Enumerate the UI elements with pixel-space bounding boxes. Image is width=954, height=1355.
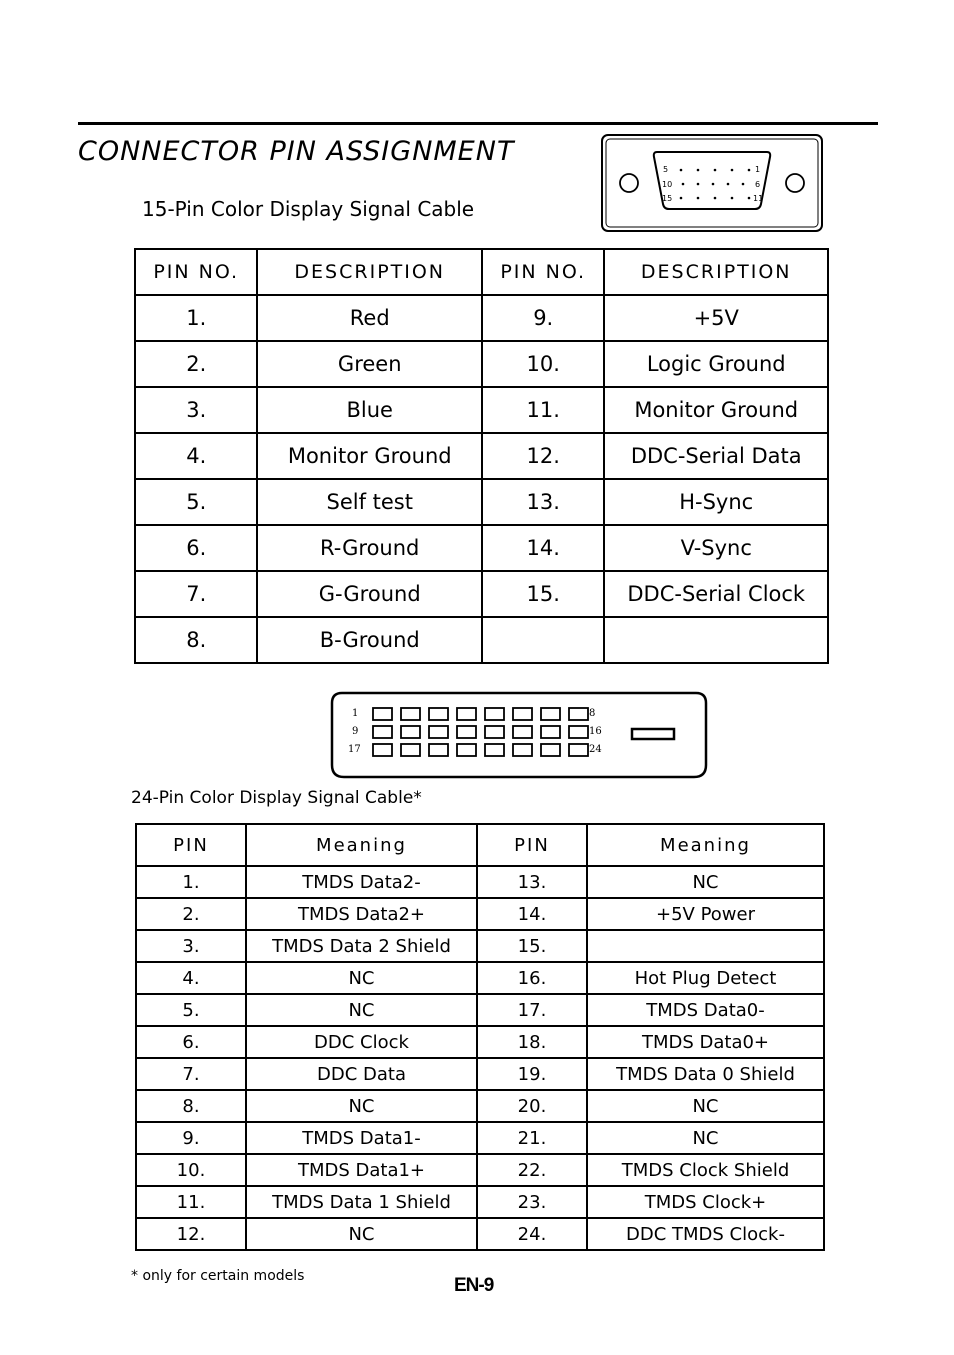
meaning-cell: DDC Clock <box>246 1026 477 1058</box>
pin-cell: 4. <box>136 962 246 994</box>
dvi-pin <box>513 708 532 720</box>
table-row <box>136 1154 824 1186</box>
meaning-cell: TMDS Clock Shield <box>587 1154 824 1186</box>
pin-cell: 2. <box>136 898 246 930</box>
table-row <box>136 1122 824 1154</box>
vga-pin <box>731 197 734 200</box>
dvi-pin <box>513 726 532 738</box>
dvi-pin <box>373 726 392 738</box>
dvi-header-row <box>136 824 824 866</box>
dvi-pin <box>429 744 448 756</box>
pin-cell: 3. <box>135 387 257 433</box>
pin-cell: 6. <box>136 1026 246 1058</box>
pin-cell: 9. <box>136 1122 246 1154</box>
vga-pin <box>731 169 734 172</box>
vga-pin <box>748 169 751 172</box>
dvi-label-1: 1 <box>352 708 359 719</box>
pin-cell: 12. <box>482 433 604 479</box>
table-row <box>136 994 824 1026</box>
dvi-header-meaning-1: Meaning <box>246 824 477 866</box>
dvi-label-16: 16 <box>589 726 602 737</box>
description-cell: Blue <box>257 387 482 433</box>
table-row <box>136 1026 824 1058</box>
description-cell: H-Sync <box>604 479 828 525</box>
pin-cell: 11. <box>136 1186 246 1218</box>
meaning-cell: TMDS Data 1 Shield <box>246 1186 477 1218</box>
dvi-pin <box>401 708 420 720</box>
vga-pin <box>714 169 717 172</box>
pin-cell: 13. <box>482 479 604 525</box>
pin-cell: 6. <box>135 525 257 571</box>
dvi-label-8: 8 <box>589 708 596 719</box>
dvi-pin <box>485 744 504 756</box>
description-cell: Monitor Ground <box>604 387 828 433</box>
dvi-pin <box>373 744 392 756</box>
pin-cell: 16. <box>477 962 587 994</box>
pin-cell: 3. <box>136 930 246 962</box>
pin-cell: 21. <box>477 1122 587 1154</box>
description-cell: +5V <box>604 295 828 341</box>
table-row <box>135 479 828 525</box>
description-cell: B-Ground <box>257 617 482 663</box>
table-row <box>135 525 828 571</box>
dvi-header-pin-2: PIN <box>477 824 587 866</box>
table-row <box>136 1186 824 1218</box>
table-row <box>135 433 828 479</box>
dvi-pin <box>457 726 476 738</box>
table-row <box>135 341 828 387</box>
vga-label-1: 1 <box>755 165 761 174</box>
dvi-pin <box>569 744 588 756</box>
pin-cell: 8. <box>135 617 257 663</box>
dvi-pin <box>457 708 476 720</box>
dvi-subtitle: 24-Pin Color Display Signal Cable* <box>131 788 422 808</box>
pin-cell: 14. <box>477 898 587 930</box>
dvi-pin <box>541 744 560 756</box>
description-cell: DDC-Serial Clock <box>604 571 828 617</box>
dvi-pin <box>513 744 532 756</box>
description-cell: Logic Ground <box>604 341 828 387</box>
pin-cell: 1. <box>135 295 257 341</box>
description-cell: Self test <box>257 479 482 525</box>
vga-pin <box>680 169 683 172</box>
dvi-pin <box>541 708 560 720</box>
description-cell: R-Ground <box>257 525 482 571</box>
dvi-header-meaning-2: Meaning <box>587 824 824 866</box>
vga-label-10: 10 <box>662 180 673 189</box>
vga-label-11: 11 <box>753 194 764 203</box>
vga-pin <box>727 183 730 186</box>
table-row <box>135 387 828 433</box>
dvi-pin <box>569 708 588 720</box>
pin-cell: 13. <box>477 866 587 898</box>
pin-cell: 22. <box>477 1154 587 1186</box>
meaning-cell: NC <box>587 1122 824 1154</box>
meaning-cell: TMDS Data1- <box>246 1122 477 1154</box>
pin-cell: 8. <box>136 1090 246 1122</box>
pin-cell: 5. <box>135 479 257 525</box>
meaning-cell <box>587 930 824 962</box>
pin-cell: 15. <box>477 930 587 962</box>
vga-pin <box>712 183 715 186</box>
vga-header-desc-2: DESCRIPTION <box>604 249 828 295</box>
dvi-pin <box>485 726 504 738</box>
dvi-connector-diagram <box>330 691 708 779</box>
pin-cell: 10. <box>482 341 604 387</box>
vga-pin-table <box>134 248 829 664</box>
table-row <box>135 295 828 341</box>
table-row <box>136 866 824 898</box>
pin-cell: 18. <box>477 1026 587 1058</box>
vga-header-pin-1: PIN NO. <box>135 249 257 295</box>
dvi-pin <box>569 726 588 738</box>
pin-cell: 1. <box>136 866 246 898</box>
vga-label-6: 6 <box>755 180 761 189</box>
dvi-header-pin-1: PIN <box>136 824 246 866</box>
vga-header-desc-1: DESCRIPTION <box>257 249 482 295</box>
footnote: * only for certain models <box>131 1268 305 1284</box>
vga-pin <box>714 197 717 200</box>
meaning-cell: +5V Power <box>587 898 824 930</box>
vga-label-5: 5 <box>663 165 669 174</box>
vga-pin <box>742 183 745 186</box>
vga-pin <box>697 169 700 172</box>
meaning-cell: Hot Plug Detect <box>587 962 824 994</box>
description-cell: DDC-Serial Data <box>604 433 828 479</box>
pin-cell <box>482 617 604 663</box>
vga-header-row <box>135 249 828 295</box>
description-cell: G-Ground <box>257 571 482 617</box>
vga-header-pin-2: PIN NO. <box>482 249 604 295</box>
pin-cell: 9. <box>482 295 604 341</box>
meaning-cell: TMDS Data0+ <box>587 1026 824 1058</box>
pin-cell: 17. <box>477 994 587 1026</box>
meaning-cell: TMDS Data 2 Shield <box>246 930 477 962</box>
dvi-pin-table <box>135 823 825 1251</box>
meaning-cell: TMDS Data1+ <box>246 1154 477 1186</box>
pin-cell: 24. <box>477 1218 587 1250</box>
meaning-cell: NC <box>246 1218 477 1250</box>
vga-subtitle: 15-Pin Color Display Signal Cable <box>142 197 475 221</box>
dvi-pin <box>373 708 392 720</box>
meaning-cell: NC <box>246 994 477 1026</box>
pin-cell: 4. <box>135 433 257 479</box>
meaning-cell: DDC TMDS Clock- <box>587 1218 824 1250</box>
table-row <box>135 571 828 617</box>
dvi-label-9: 9 <box>352 726 359 737</box>
description-cell <box>604 617 828 663</box>
top-rule <box>78 122 878 125</box>
table-row <box>136 1218 824 1250</box>
vga-connector-diagram <box>601 134 823 232</box>
dvi-pin <box>457 744 476 756</box>
meaning-cell: NC <box>587 1090 824 1122</box>
table-row <box>136 898 824 930</box>
meaning-cell: TMDS Data2+ <box>246 898 477 930</box>
dvi-pin <box>401 744 420 756</box>
meaning-cell: DDC Data <box>246 1058 477 1090</box>
dvi-pin <box>401 726 420 738</box>
meaning-cell: TMDS Data0- <box>587 994 824 1026</box>
dvi-label-17: 17 <box>348 744 361 755</box>
pin-cell: 10. <box>136 1154 246 1186</box>
vga-pin <box>697 197 700 200</box>
dvi-label-24: 24 <box>589 744 602 755</box>
pin-cell: 20. <box>477 1090 587 1122</box>
vga-pin <box>748 197 751 200</box>
table-row <box>136 930 824 962</box>
meaning-cell: TMDS Clock+ <box>587 1186 824 1218</box>
dvi-pin <box>429 708 448 720</box>
table-row <box>136 962 824 994</box>
pin-cell: 7. <box>136 1058 246 1090</box>
meaning-cell: NC <box>246 962 477 994</box>
meaning-cell: TMDS Data2- <box>246 866 477 898</box>
pin-cell: 2. <box>135 341 257 387</box>
meaning-cell: NC <box>587 866 824 898</box>
description-cell: Green <box>257 341 482 387</box>
vga-pin <box>680 197 683 200</box>
pin-cell: 14. <box>482 525 604 571</box>
dvi-pin <box>485 708 504 720</box>
pin-cell: 19. <box>477 1058 587 1090</box>
meaning-cell: TMDS Data 0 Shield <box>587 1058 824 1090</box>
description-cell: Monitor Ground <box>257 433 482 479</box>
description-cell: Red <box>257 295 482 341</box>
pin-cell: 15. <box>482 571 604 617</box>
page-title: CONNECTOR PIN ASSIGNMENT <box>78 136 515 167</box>
description-cell: V-Sync <box>604 525 828 571</box>
table-row <box>136 1058 824 1090</box>
pin-cell: 12. <box>136 1218 246 1250</box>
dvi-pin <box>429 726 448 738</box>
page-number: EN-9 <box>454 1275 494 1296</box>
vga-label-15: 15 <box>662 194 673 203</box>
pin-cell: 7. <box>135 571 257 617</box>
table-row <box>136 1090 824 1122</box>
pin-cell: 5. <box>136 994 246 1026</box>
dvi-pin <box>541 726 560 738</box>
vga-pin <box>682 183 685 186</box>
vga-pin <box>697 183 700 186</box>
pin-cell: 23. <box>477 1186 587 1218</box>
table-row <box>135 617 828 663</box>
pin-cell: 11. <box>482 387 604 433</box>
meaning-cell: NC <box>246 1090 477 1122</box>
